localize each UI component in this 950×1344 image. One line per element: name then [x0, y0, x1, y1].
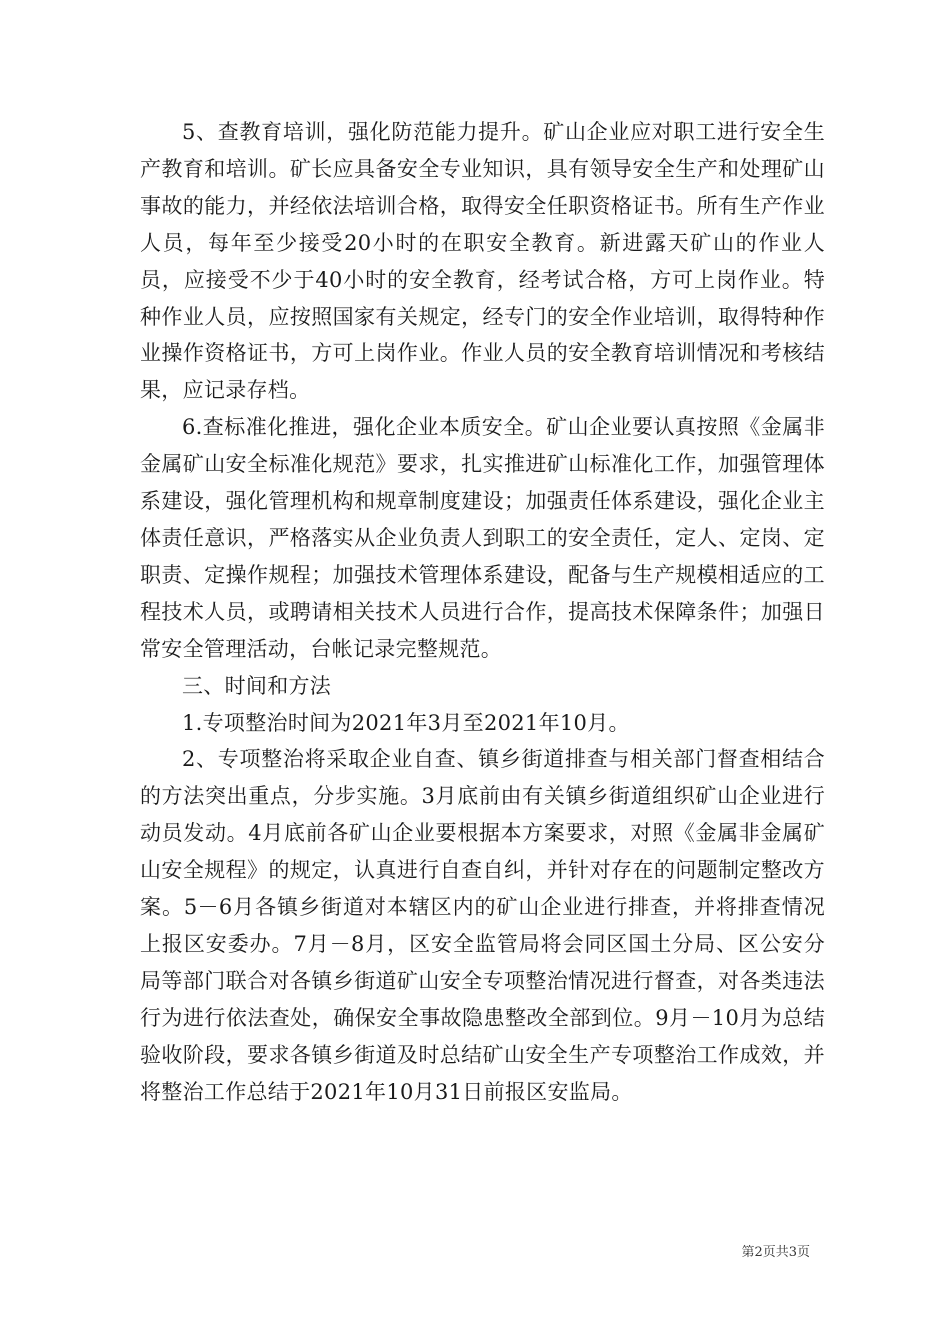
document-body [140, 114, 825, 1110]
paragraph-standardization: 6.查标准化推进，强化企业本质安全。矿山企业要认真按照《金属非金属矿山安全标准化规范》要求，扎实推进矿山标准化工作，加强管理体系建设，强化管理机构和规章制度建设；加强责任体系建设，强化企业主体责任意识，严格落实从企业负责人到职工的安全责任，定人、定岗、定职责、定操作规程；加强技术管理体系建设，配备与生产规模相适应的工程技术人员，或聘请相关技术人员进行合作，提高技术保障条件；加强日常安全管理活动，台帐记录完整规范。 [140, 415, 825, 661]
page-number-footer: 第2页共3页 [741, 1245, 810, 1260]
paragraph-method: 2、专项整治将采取企业自查、镇乡街道排查与相关部门督查相结合的方法突出重点，分步实施。3月底前由有关镇乡街道组织矿山企业进行动员发动。4月底前各矿山企业要根据本方案要求，对照《金属非金属矿山安全规程》的规定，认真进行自查自纠，并针对存在的问题制定整改方案。5－6月各镇乡街道对本辖区内的矿山企业进行排查，并将排查情况上报区安委办。7月－8月，区安全监管局将会同区国土分局、区公安分局等部门联合对各镇乡街道矿山安全专项整治情况进行督查，对各类违法行为进行依法查处，确保安全事故隐患整改全部到位。9月－10月为总结验收阶段，要求各镇乡街道及时总结矿山安全生产专项整治工作成效，并将整治工作总结于2021年10月31日前报区安监局。 [140, 747, 825, 1104]
paragraph-schedule: 1.专项整治时间为2021年3月至2021年10月。 [182, 710, 630, 735]
paragraph-education-training: 5、查教育培训，强化防范能力提升。矿山企业应对职工进行安全生产教育和培训。矿长应具备安全专业知识，具有领导安全生产和处理矿山事故的能力，并经依法培训合格，取得安全任职资格证书。所有生产作业人员，每年至少接受20小时的在职安全教育。新进露天矿山的作业人员，应接受不少于40小时的安全教育，经考试合格，方可上岗作业。特种作业人员，应按照国家有关规定，经专门的安全作业培训，取得特种作业操作资格证书，方可上岗作业。作业人员的安全教育培训情况和考核结果，应记录存档。 [140, 120, 825, 403]
section-heading-time-method: 三、时间和方法 [182, 673, 332, 698]
